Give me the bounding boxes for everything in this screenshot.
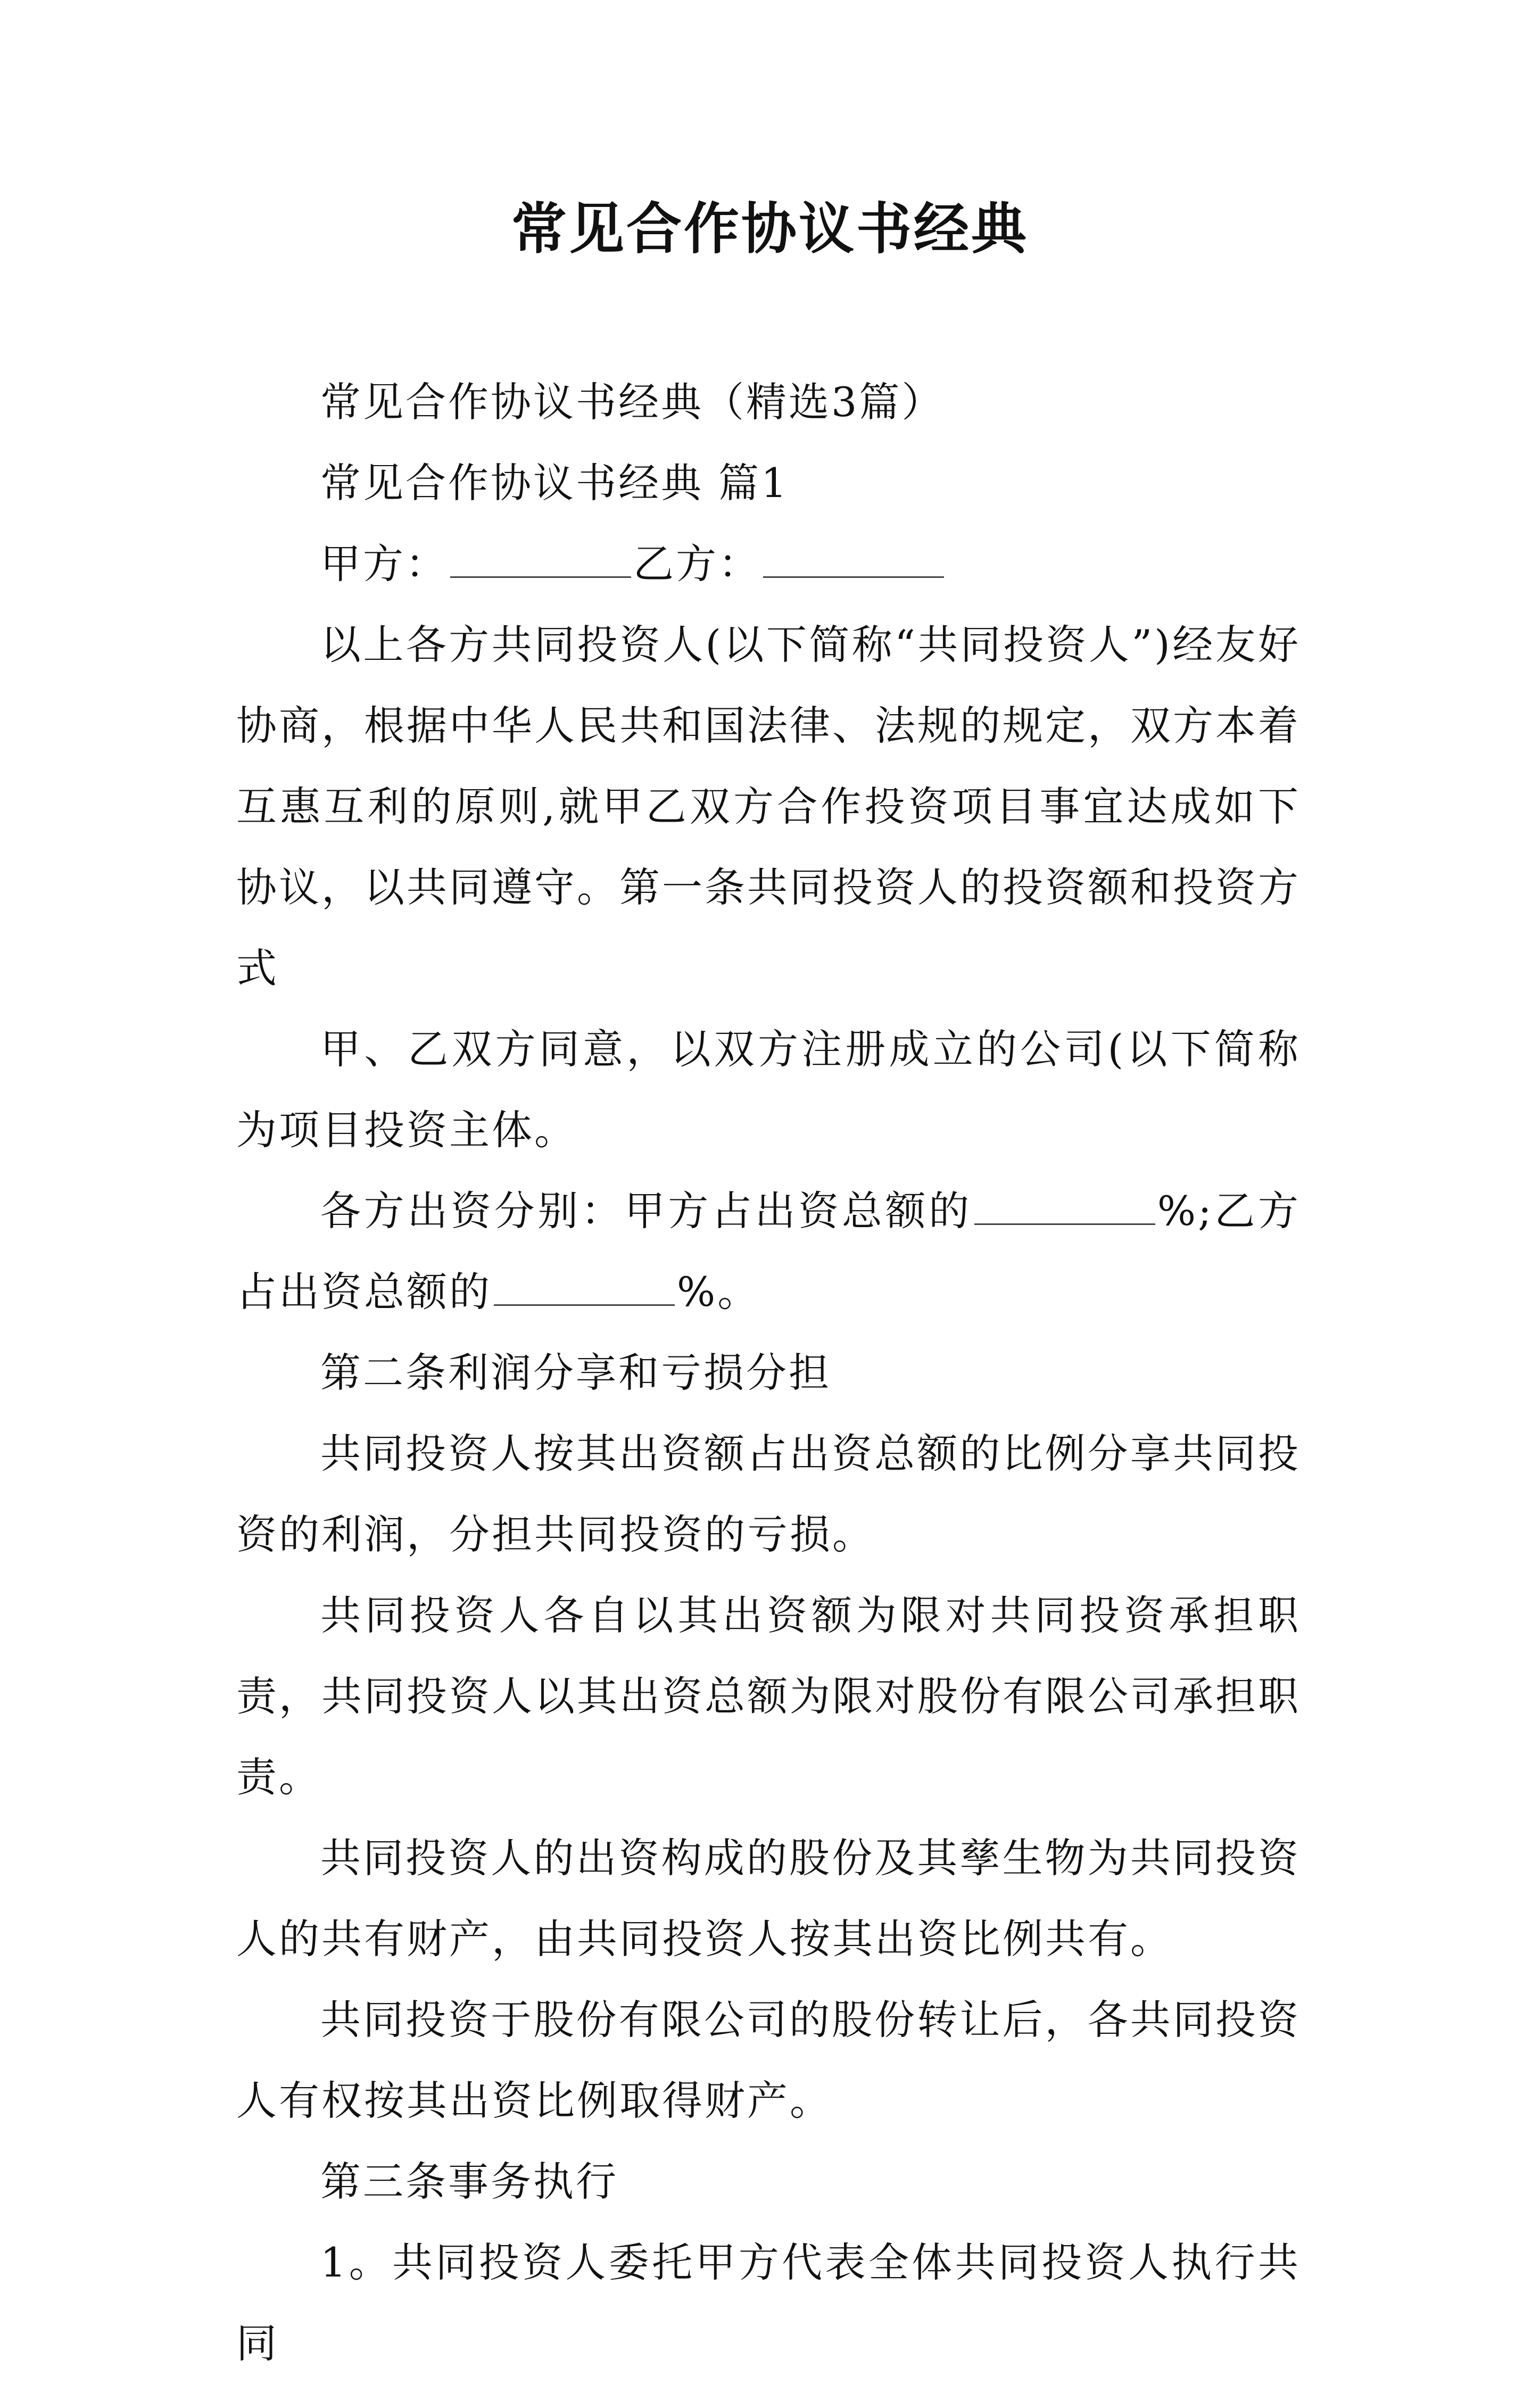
subtitle-selection: 常见合作协议书经典（精选3篇） — [320, 378, 945, 426]
paragraph-preamble: 以上各方共同投资人(以下简称“共同投资人”)经友好协商，根据中华人民共和国法律、法规的规定，双方本着互惠互利的原则,就甲乙双方合作投资项目事宜达成如下协议，以共同遵守。第一条共同投资人的投资额和投资方式 — [236, 621, 1301, 992]
paragraph-share-transfer: 共同投资于股份有限公司的股份转让后，各共同投资人有权按其出资比例取得财产。 — [236, 1996, 1301, 2124]
document-body — [236, 362, 1301, 2384]
article-3-heading: 第三条事务执行 — [320, 2158, 618, 2205]
section-heading-part-1: 常见合作协议书经典 篇1 — [320, 459, 789, 507]
party-a-label: 甲方： — [320, 540, 448, 587]
contribution-text-a: 各方出资分别：甲方占出资总额的 — [320, 1187, 972, 1235]
party-b-label: 乙方： — [633, 540, 761, 587]
party-a-percent-blank — [974, 1223, 1155, 1225]
document-title: 常见合作协议书经典 — [511, 196, 1029, 261]
party-b-blank — [763, 576, 944, 578]
contribution-text-c: %。 — [677, 1268, 760, 1315]
paragraph-liability: 共同投资人各自以其出资额为限对共同投资承担职责，共同投资人以其出资总额为限对股份有限公司承担职责。 — [236, 1592, 1301, 1801]
paragraph-investment-entity: 甲、乙双方同意，以双方注册成立的公司(以下简称为项目投资主体。 — [236, 1025, 1301, 1154]
paragraph-joint-property: 共同投资人的出资构成的股份及其孳生物为共同投资人的共有财产，由共同投资人按其出资比例共有。 — [236, 1834, 1301, 1963]
contribution-text-b: %;乙方占出资总额的 — [236, 1187, 1301, 1315]
parties-line — [236, 524, 1301, 605]
paragraph-delegation: 1。共同投资人委托甲方代表全体共同投资人执行共同 — [236, 2239, 1301, 2367]
party-b-percent-blank — [494, 1304, 675, 1306]
paragraph-contribution-ratio — [236, 1171, 1301, 1332]
article-2-heading: 第二条利润分享和亏损分担 — [320, 1349, 831, 1396]
paragraph-profit-sharing: 共同投资人按其出资额占出资总额的比例分享共同投资的利润，分担共同投资的亏损。 — [236, 1430, 1301, 1558]
party-a-blank — [450, 576, 631, 578]
